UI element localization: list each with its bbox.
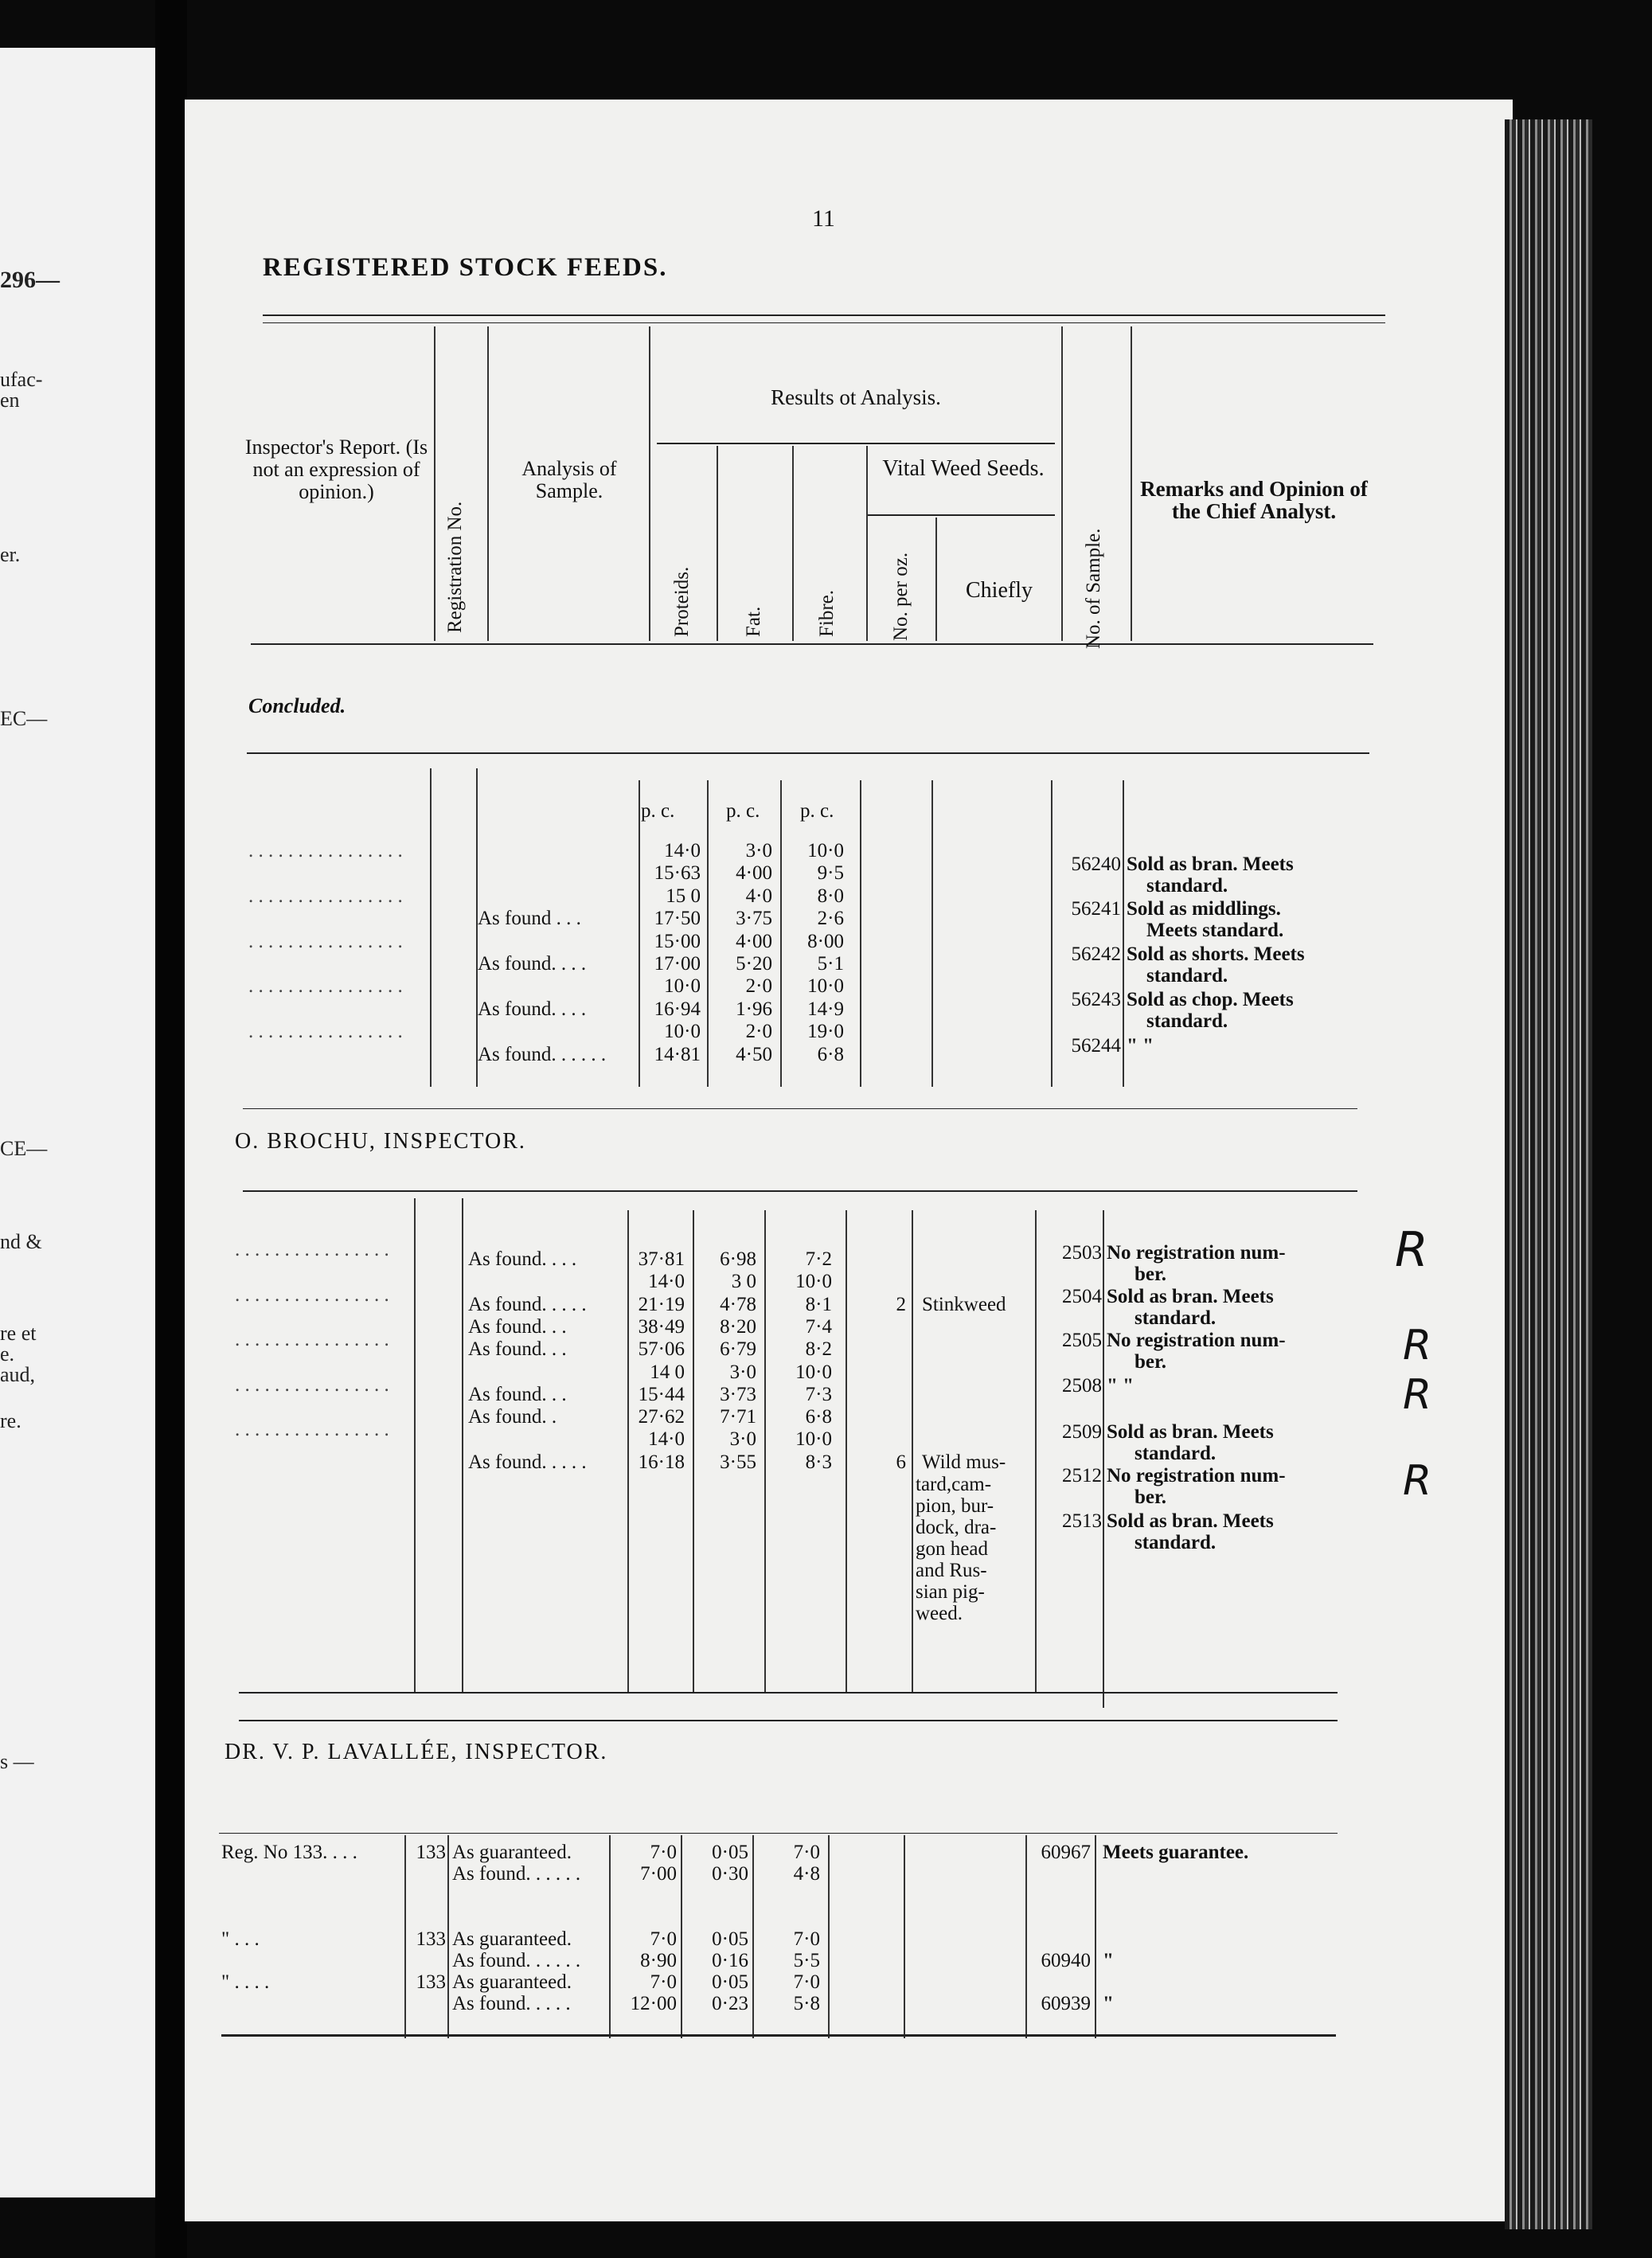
col-divider	[860, 780, 861, 1087]
fibre-cell: 9·5	[817, 862, 844, 885]
fat-cell: 3·75	[736, 908, 772, 930]
remark-cell: Sold as middlings.	[1127, 898, 1281, 920]
col-divider	[487, 326, 489, 641]
fat-cell: 5·20	[736, 953, 772, 975]
document-page	[185, 100, 1513, 2221]
analysis-cell: As found. . .	[468, 1338, 567, 1361]
fibre-cell: 19·0	[807, 1021, 844, 1043]
proteids-cell: 8·90	[640, 1950, 677, 1971]
analysis-cell: As guaranteed.	[452, 1971, 572, 1993]
sample-no-cell: 56242	[1071, 943, 1121, 965]
results-of-analysis-header: Results ot Analysis.	[771, 385, 941, 409]
section-rule	[243, 1108, 1357, 1109]
col-divider	[904, 1835, 905, 2038]
weed-name-cell: sian pig-	[916, 1581, 985, 1603]
col-divider	[1103, 1210, 1104, 1708]
section-rule	[239, 1692, 1338, 1694]
registration-no-cell: 133	[416, 1928, 446, 1950]
proteids-cell: 15·44	[638, 1383, 685, 1405]
chiefly-header: Chiefly	[966, 578, 1033, 603]
weed-count-cell: 6	[896, 1451, 906, 1473]
analysis-cell: As found. . . . . .	[478, 1043, 607, 1065]
remark-cell: Sold as bran. Meets	[1107, 1286, 1274, 1307]
page-edge-strips	[1505, 119, 1592, 2229]
remark-cell: standard.	[1135, 1307, 1217, 1329]
col-divider	[707, 780, 709, 1087]
leader-dots: . . . . . . . . . . . . . . . .	[235, 1419, 389, 1441]
sample-no-cell: 2513	[1062, 1510, 1102, 1532]
proteids-cell: 21·19	[638, 1293, 685, 1315]
fat-cell: 6·79	[720, 1338, 756, 1361]
fat-cell: 0·23	[712, 1993, 748, 2014]
fibre-cell: 10·0	[795, 1361, 832, 1383]
analysis-cell: As found. . . .	[478, 998, 587, 1020]
section-heading-brochu: O. BROCHU, INSPECTOR.	[235, 1129, 526, 1154]
right-background	[1592, 0, 1652, 2258]
fat-cell: 4·00	[736, 862, 772, 885]
analysis-cell: As guaranteed.	[452, 1842, 572, 1863]
margin-mark: R	[1403, 1371, 1432, 1419]
page-title: REGISTERED STOCK FEEDS.	[263, 253, 668, 282]
left-fragment: er.	[0, 543, 21, 566]
weed-name-cell: dock, dra-	[916, 1517, 997, 1538]
remark-cell: Sold as bran. Meets	[1107, 1510, 1274, 1532]
sample-no-cell: 56244	[1071, 1035, 1121, 1057]
analysis-cell: As found. . . .	[468, 1248, 577, 1270]
fibre-header: Fibre.	[816, 589, 838, 637]
book-gutter	[155, 0, 187, 2258]
left-fragment: e.	[0, 1342, 15, 1365]
leader-dots: . . . . . . . . . . . . . . . .	[235, 1239, 389, 1260]
fat-cell: 0·05	[712, 1928, 748, 1950]
col-divider	[846, 1210, 847, 1692]
proteids-cell: 17·50	[654, 908, 701, 930]
col-divider	[752, 1835, 754, 2038]
registration-no-cell: 133	[416, 1842, 446, 1863]
leader-dots: . . . . . . . . . . . . . . . .	[248, 840, 403, 861]
weed-name-cell: and Rus-	[916, 1560, 987, 1581]
fat-cell: 4·00	[736, 930, 772, 952]
col-divider	[828, 1835, 830, 2038]
vital-weed-seeds-header: Vital Weed Seeds.	[882, 456, 1045, 481]
fat-cell: 0·30	[712, 1863, 748, 1885]
col-divider	[681, 1835, 682, 2038]
fibre-cell: 10·0	[795, 1428, 832, 1451]
analysis-cell: As found. . .	[468, 1315, 567, 1338]
analysis-cell: As found. . .	[468, 1383, 567, 1405]
analysis-cell: As found. . . . . .	[452, 1863, 581, 1885]
remark-cell: standard.	[1146, 875, 1228, 897]
fibre-cell: 5·8	[793, 1993, 820, 2014]
analysis-of-sample-header: Analysis of Sample.	[521, 457, 617, 502]
left-fragment: aud,	[0, 1363, 36, 1386]
fibre-cell: 8·00	[807, 930, 844, 952]
col-divider	[434, 326, 435, 641]
left-fragment: nd &	[0, 1230, 42, 1253]
fat-cell: 3·73	[720, 1383, 756, 1405]
left-fragment: ufac-	[0, 368, 43, 391]
registration-no-header: Registration No.	[444, 501, 466, 633]
col-divider	[1123, 780, 1124, 1087]
section-rule	[243, 1190, 1357, 1192]
weed-seeds-rule	[868, 514, 1055, 516]
proteids-cell: 10·0	[664, 1021, 701, 1043]
remark-cell: No registration num-	[1107, 1465, 1286, 1486]
proteids-header: Proteids.	[671, 566, 693, 637]
header-bottom-rule	[251, 643, 1373, 645]
header-rule	[263, 314, 1385, 316]
col-divider	[780, 780, 782, 1087]
sample-no-cell: 2512	[1062, 1465, 1102, 1486]
left-fragment: EC—	[0, 707, 48, 730]
col-divider	[447, 1835, 449, 2038]
fibre-cell: 5·5	[793, 1950, 820, 1971]
weed-name-cell: gon head	[916, 1538, 988, 1560]
fat-cell: 3·0	[729, 1361, 756, 1383]
proteids-cell: 15 0	[666, 885, 701, 907]
remark-cell: Sold as bran. Meets	[1127, 854, 1294, 875]
remark-cell: ber.	[1135, 1264, 1167, 1285]
section-rule	[219, 1833, 1338, 1834]
fibre-cell: 8·2	[805, 1338, 832, 1361]
fat-cell: 3·0	[745, 840, 772, 861]
unit-label: p. c.	[726, 800, 760, 822]
section-rule	[221, 2034, 1336, 2037]
remark-cell: "	[1103, 1950, 1114, 1971]
weed-name-cell: pion, bur-	[916, 1495, 994, 1517]
remark-cell: standard.	[1135, 1532, 1217, 1553]
fibre-cell: 7·3	[805, 1383, 832, 1405]
proteids-cell: 14·0	[648, 1428, 685, 1451]
section-rule	[247, 752, 1369, 754]
proteids-cell: 16·18	[638, 1451, 685, 1473]
sample-no-cell: 60967	[1041, 1842, 1091, 1863]
proteids-cell: 14·81	[654, 1043, 701, 1065]
no-per-oz-header: No. per oz.	[890, 552, 912, 641]
analysis-cell: As found. .	[468, 1406, 557, 1428]
remark-cell: standard.	[1146, 965, 1228, 986]
proteids-cell: 7·0	[650, 1928, 677, 1950]
remark-cell: Sold as shorts. Meets	[1127, 943, 1305, 965]
fat-cell: 0·05	[712, 1842, 748, 1863]
fibre-cell: 8·0	[817, 885, 844, 907]
col-divider	[649, 326, 650, 641]
analysis-cell: As found. . . . .	[468, 1293, 587, 1315]
sample-no-cell: 2503	[1062, 1242, 1102, 1264]
left-fragment: en	[0, 389, 20, 412]
page-number: 11	[812, 205, 835, 232]
remark-cell: ber.	[1135, 1351, 1167, 1373]
remark-cell: " "	[1107, 1375, 1135, 1397]
sample-no-cell: 56243	[1071, 989, 1121, 1010]
col-divider	[462, 1198, 463, 1692]
col-divider	[931, 780, 933, 1087]
proteids-cell: 15·00	[654, 930, 701, 952]
analysis-cell: As guaranteed.	[452, 1928, 572, 1950]
fibre-cell: 6·8	[805, 1406, 832, 1428]
proteids-cell: 14·0	[648, 1271, 685, 1293]
remark-cell: Sold as chop. Meets	[1127, 989, 1294, 1010]
proteids-cell: 17·00	[654, 953, 701, 975]
header-rule	[263, 322, 1385, 323]
fat-cell: 3 0	[731, 1271, 756, 1293]
col-divider	[430, 768, 432, 1087]
fat-cell: 2·0	[745, 975, 772, 998]
remarks-header: Remarks and Opinion of the Chief Analyst.	[1140, 477, 1368, 523]
fat-cell: 4·78	[720, 1293, 756, 1315]
weed-name-cell: tard,cam-	[916, 1474, 992, 1495]
fibre-cell: 7·0	[793, 1928, 820, 1950]
inspector-report-cell: " . . . .	[221, 1971, 270, 1993]
weed-name-cell: weed.	[916, 1603, 963, 1624]
sample-no-cell: 2505	[1062, 1330, 1102, 1351]
margin-mark: R	[1403, 1457, 1432, 1505]
left-fragment: 296—	[0, 267, 60, 293]
fibre-cell: 8·1	[805, 1293, 832, 1315]
fibre-cell: 14·9	[807, 998, 844, 1020]
left-fragment: s —	[0, 1750, 34, 1773]
col-divider	[693, 1210, 694, 1692]
fat-cell: 6·98	[720, 1248, 756, 1270]
fibre-cell: 7·0	[793, 1971, 820, 1993]
leader-dots: . . . . . . . . . . . . . . . .	[248, 930, 403, 952]
no-of-sample-header: No. of Sample.	[1083, 528, 1104, 649]
col-divider	[764, 1210, 766, 1692]
proteids-cell: 57·06	[638, 1338, 685, 1361]
proteids-cell: 14·0	[664, 840, 701, 861]
proteids-cell: 14 0	[650, 1361, 685, 1383]
fibre-cell: 5·1	[817, 953, 844, 975]
margin-mark: R	[1403, 1322, 1432, 1369]
remark-cell: Sold as bran. Meets	[1107, 1421, 1274, 1443]
leader-dots: . . . . . . . . . . . . . . . .	[248, 975, 403, 998]
fat-cell: 3·55	[720, 1451, 756, 1473]
inspector-report-cell: Reg. No 133. . . .	[221, 1842, 357, 1863]
sample-no-cell: 2509	[1062, 1421, 1102, 1443]
section-heading-lavallee: DR. V. P. LAVALLÉE, INSPECTOR.	[225, 1740, 608, 1764]
proteids-cell: 38·49	[638, 1315, 685, 1338]
fat-cell: 3·0	[729, 1428, 756, 1451]
col-divider	[866, 446, 868, 641]
remark-cell: ber.	[1135, 1486, 1167, 1508]
proteids-cell: 7·0	[650, 1971, 677, 1993]
proteids-cell: 16·94	[654, 998, 701, 1020]
fibre-cell: 7·2	[805, 1248, 832, 1270]
results-rule	[657, 443, 1055, 444]
fibre-cell: 8·3	[805, 1451, 832, 1473]
fibre-cell: 7·0	[793, 1842, 820, 1863]
remark-cell: No registration num-	[1107, 1330, 1286, 1351]
fat-cell: 4·50	[736, 1043, 772, 1065]
weed-count-cell: 2	[896, 1293, 906, 1315]
fat-cell: 0·16	[712, 1950, 748, 1971]
weed-name-cell: Stinkweed	[922, 1293, 1006, 1315]
remark-cell: standard.	[1135, 1443, 1217, 1464]
col-divider	[1095, 1835, 1096, 2038]
registration-no-cell: 133	[416, 1971, 446, 1993]
unit-label: p. c.	[641, 800, 675, 822]
analysis-cell: As found. . . . .	[468, 1451, 587, 1473]
analysis-cell: As found. . . . .	[452, 1993, 571, 2014]
fat-cell: 1·96	[736, 998, 772, 1020]
col-divider	[1061, 326, 1063, 641]
fibre-cell: 10·0	[795, 1271, 832, 1293]
fibre-cell: 6·8	[817, 1043, 844, 1065]
fibre-cell: 10·0	[807, 840, 844, 861]
proteids-cell: 27·62	[638, 1406, 685, 1428]
proteids-cell: 10·0	[664, 975, 701, 998]
sample-no-cell: 2504	[1062, 1286, 1102, 1307]
remark-cell: Meets standard.	[1146, 920, 1284, 941]
analysis-cell: As found . . .	[478, 908, 581, 930]
proteids-cell: 15·63	[654, 862, 701, 885]
left-fragment: CE—	[0, 1137, 48, 1160]
fibre-cell: 2·6	[817, 908, 844, 930]
proteids-cell: 7·00	[640, 1863, 677, 1885]
fibre-cell: 7·4	[805, 1315, 832, 1338]
proteids-cell: 7·0	[650, 1842, 677, 1863]
remark-cell: standard.	[1146, 1010, 1228, 1032]
sample-no-cell: 60940	[1041, 1950, 1091, 1971]
sample-no-cell: 60939	[1041, 1993, 1091, 2014]
col-divider	[935, 518, 937, 641]
remark-cell: No registration num-	[1107, 1242, 1286, 1264]
remark-cell: " "	[1127, 1035, 1154, 1057]
leader-dots: . . . . . . . . . . . . . . . .	[235, 1373, 389, 1396]
unit-label: p. c.	[800, 800, 834, 822]
leader-dots: . . . . . . . . . . . . . . . .	[235, 1329, 389, 1351]
leader-dots: . . . . . . . . . . . . . . . .	[235, 1283, 389, 1306]
fat-cell: 8·20	[720, 1315, 756, 1338]
weed-name-cell: Wild mus-	[922, 1451, 1006, 1473]
sample-no-cell: 56240	[1071, 854, 1121, 875]
col-divider	[717, 446, 718, 641]
proteids-cell: 37·81	[638, 1248, 685, 1270]
concluded-label: Concluded.	[248, 694, 346, 717]
left-fragment: re et	[0, 1322, 37, 1345]
analysis-cell: As found. . . .	[478, 953, 587, 975]
col-divider	[1131, 326, 1132, 641]
col-divider	[414, 1198, 416, 1692]
fat-cell: 7·71	[720, 1406, 756, 1428]
fat-cell: 0·05	[712, 1971, 748, 1993]
proteids-cell: 12·00	[630, 1993, 677, 2014]
analysis-cell: As found. . . . . .	[452, 1950, 581, 1971]
fibre-cell: 10·0	[807, 975, 844, 998]
fat-cell: 4·0	[745, 885, 772, 907]
left-fragment: re.	[0, 1409, 21, 1432]
leader-dots: . . . . . . . . . . . . . . . .	[248, 885, 403, 907]
fat-header: Fat.	[743, 606, 764, 637]
col-divider	[1035, 1210, 1037, 1692]
remark-cell: Meets guarantee.	[1103, 1842, 1249, 1863]
sample-no-cell: 56241	[1071, 898, 1121, 920]
fibre-cell: 4·8	[793, 1863, 820, 1885]
fat-cell: 2·0	[745, 1021, 772, 1043]
col-divider	[912, 1210, 913, 1692]
inspector-report-cell: " . . .	[221, 1928, 260, 1950]
leader-dots: . . . . . . . . . . . . . . . .	[248, 1021, 403, 1043]
col-divider	[792, 446, 794, 641]
section-rule	[239, 1720, 1338, 1721]
margin-mark: R	[1395, 1222, 1428, 1278]
sample-no-cell: 2508	[1062, 1375, 1102, 1397]
remark-cell: "	[1103, 1993, 1114, 2014]
inspector-report-header: Inspector's Report. (Is not an expression of opinion.)	[244, 436, 428, 503]
